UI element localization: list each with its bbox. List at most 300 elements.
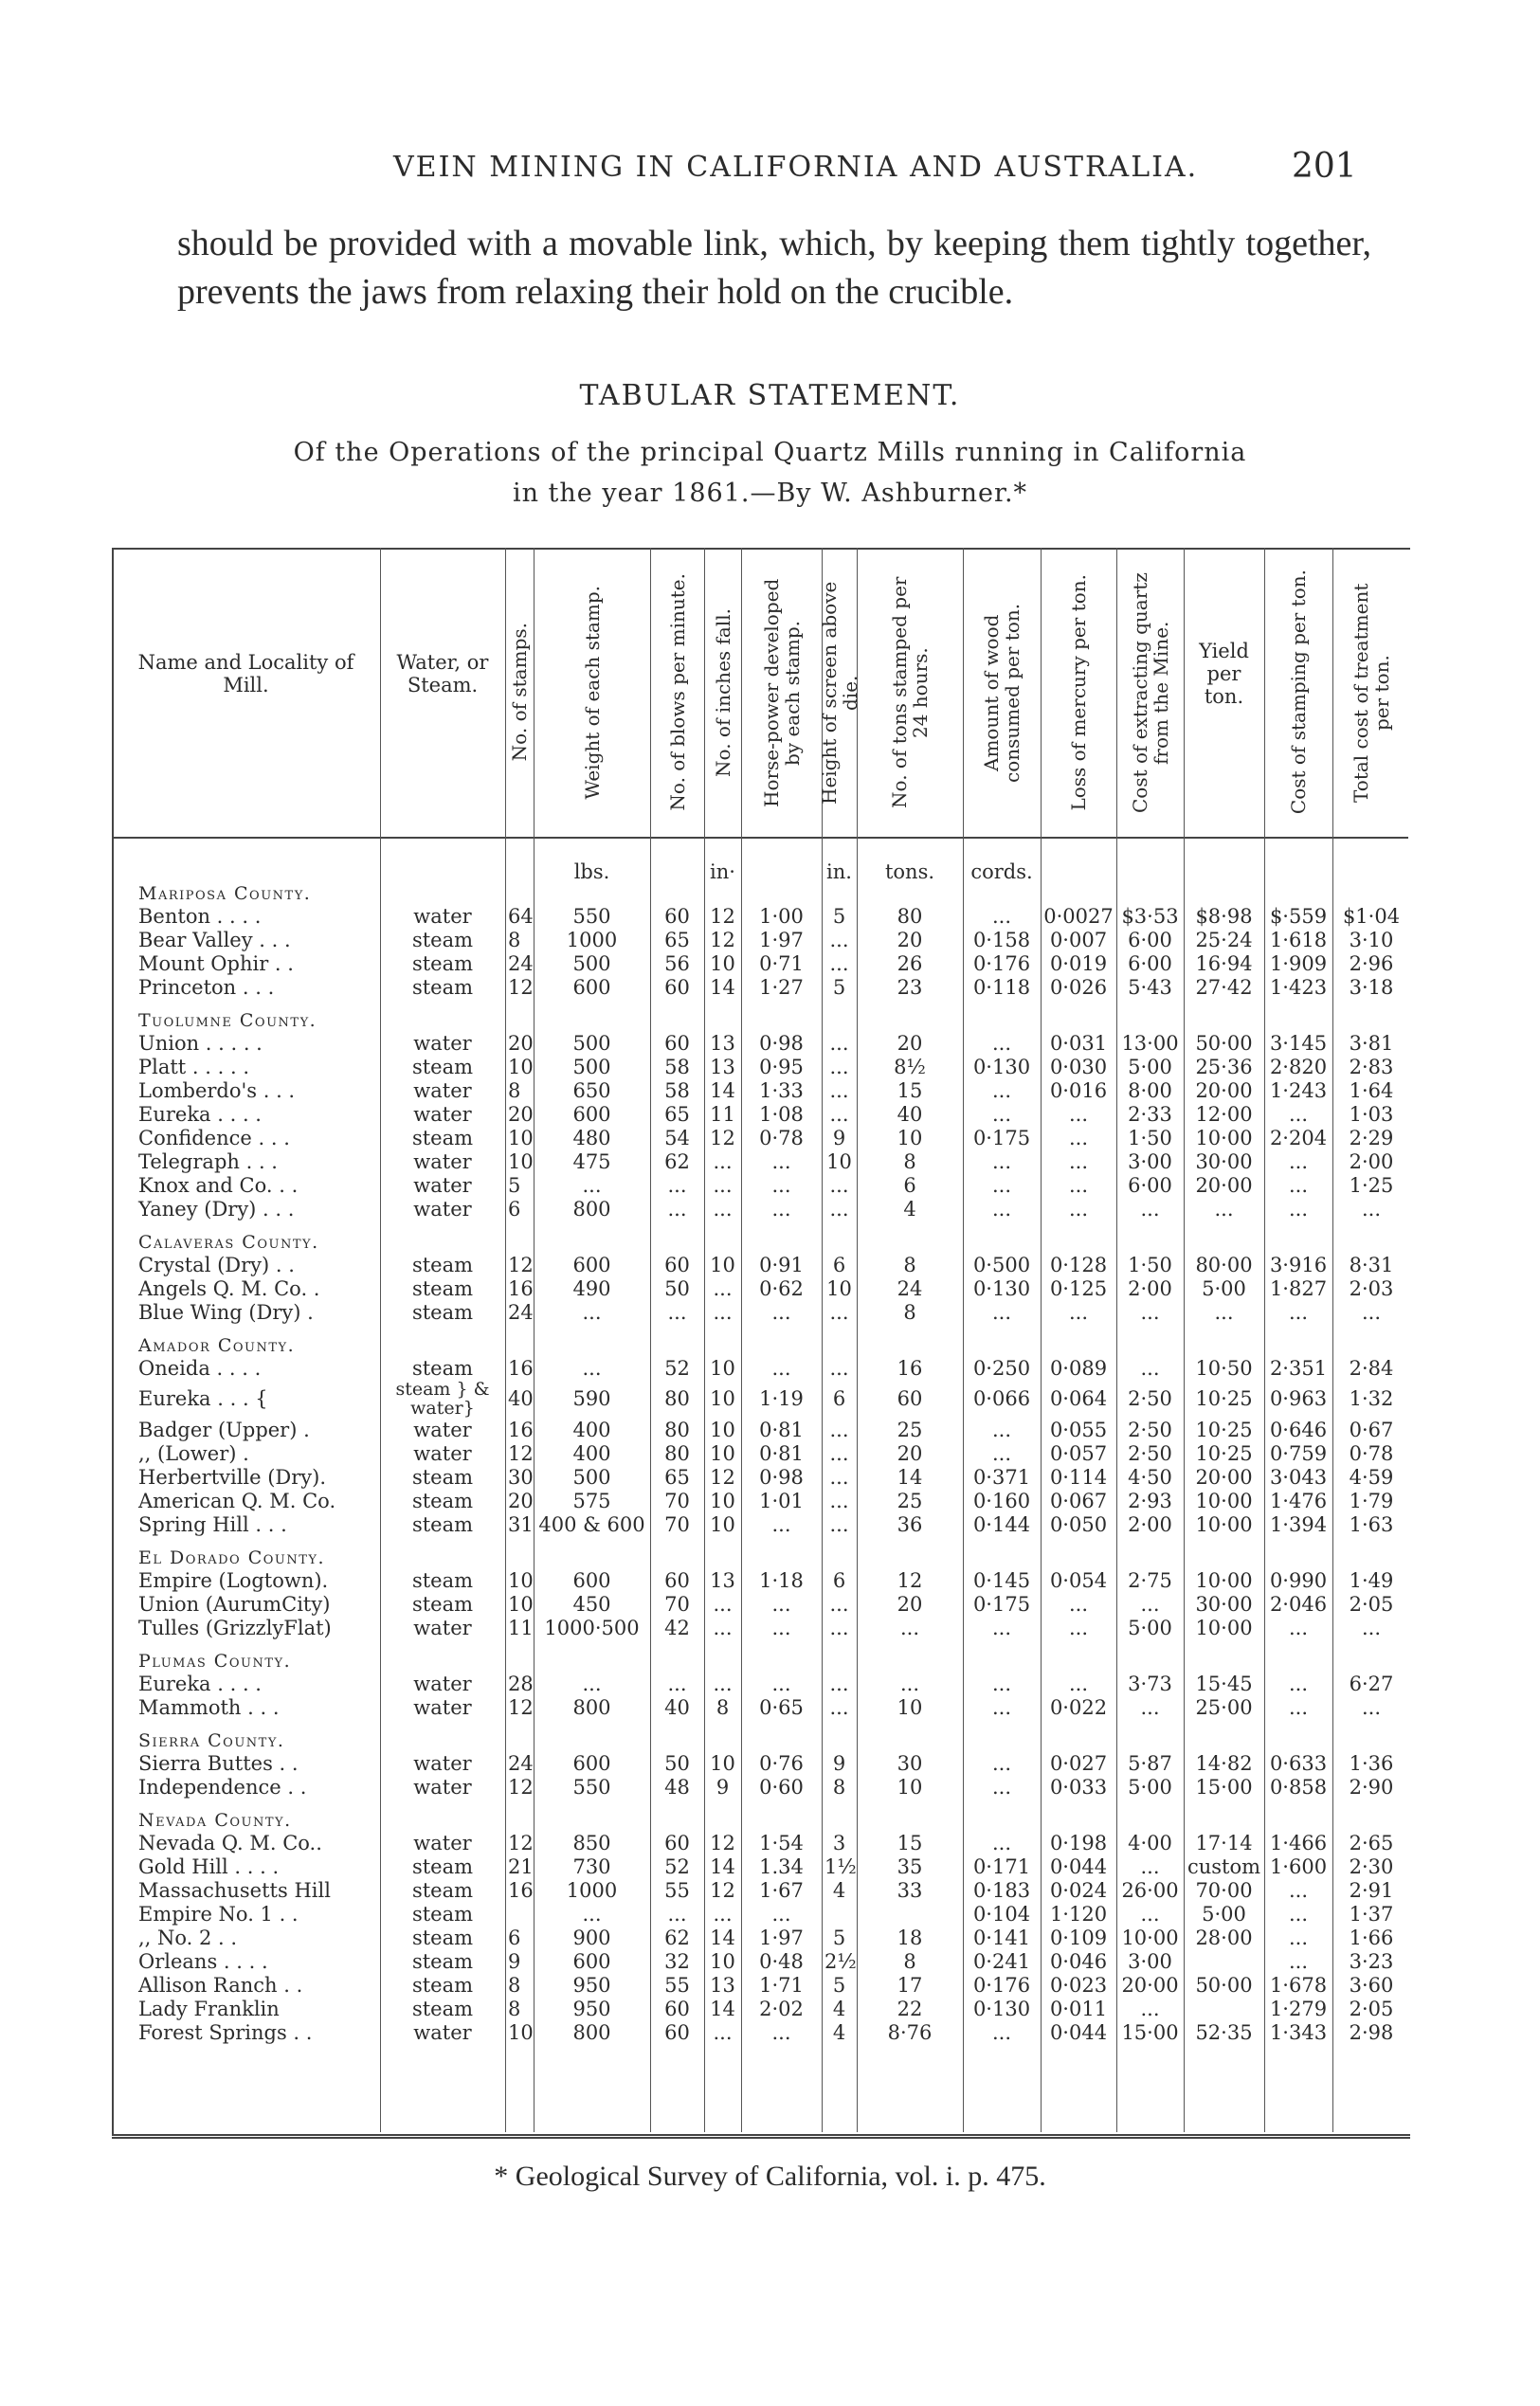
table-row (112, 904, 1408, 929)
table-cell: 5 (508, 1174, 521, 1197)
table-cell: 9 (716, 1776, 730, 1799)
table-cell: Massachusetts Hill (138, 1879, 331, 1902)
table-cell: 1·36 (1349, 1752, 1394, 1775)
table-cell: 55 (664, 1974, 690, 1997)
table-cell: Orleans . . . . (138, 1950, 268, 1973)
table-cell: 1000 (566, 929, 618, 951)
table-cell: 0·055 (1049, 1419, 1108, 1441)
table-cell: ... (667, 1301, 687, 1324)
table-cell: 54 (664, 1127, 690, 1149)
table-cell: 0·024 (1049, 1879, 1108, 1902)
table-cell: 3·916 (1269, 1254, 1328, 1276)
table-cell: 8·76 (887, 2021, 933, 2044)
column-header-label: Weight of each stamp. (580, 585, 604, 800)
table-cell: 2·00 (1349, 1150, 1394, 1173)
table-cell: ... (1140, 1903, 1160, 1926)
table-cell: Mammoth . . . (138, 1696, 280, 1719)
table-cell: 58 (664, 1079, 690, 1102)
table-cell: 0·633 (1269, 1752, 1328, 1775)
table-cell: 0·130 (972, 1998, 1031, 2020)
table-row (112, 1380, 1408, 1418)
table-cell: Herbertville (Dry). (138, 1466, 327, 1489)
table-cell: 0·033 (1049, 1776, 1108, 1799)
table-cell: 1·00 (759, 905, 804, 928)
county-heading-row (112, 1008, 1408, 1033)
table-cell: steam } & water} (395, 1379, 490, 1419)
table-cell: 30 (897, 1752, 923, 1775)
table-cell: 800 (572, 1696, 611, 1719)
table-cell: water (413, 1696, 472, 1719)
table-cell: ... (1068, 1617, 1089, 1639)
table-cell: 2·96 (1349, 952, 1394, 975)
table-cell: 4 (832, 2021, 846, 2044)
table-cell: 20 (897, 1442, 923, 1465)
table-cell: 0·858 (1269, 1776, 1328, 1799)
table-cell: 3·60 (1349, 1974, 1394, 1997)
table-cell: 80 (897, 905, 923, 928)
table-cell: 0·98 (759, 1032, 804, 1055)
column-header (534, 548, 650, 837)
table-cell: ... (667, 1198, 687, 1221)
table-cell: 12 (508, 1776, 534, 1799)
table-cell: 50·00 (1195, 1974, 1253, 1997)
table-cell: 490 (572, 1277, 611, 1300)
table-cell: 1·08 (759, 1103, 804, 1126)
table-cell: 6 (903, 1174, 916, 1197)
table-cell: 5·43 (1128, 976, 1172, 999)
table-cell: 2·30 (1349, 1855, 1394, 1878)
table-cell: ... (899, 1617, 920, 1639)
table-cell: 10 (826, 1277, 852, 1300)
table-cell: ... (1140, 1593, 1160, 1616)
table-cell: Yaney (Dry) . . . (138, 1198, 295, 1221)
table-cell: 650 (572, 1079, 611, 1102)
table-cell: 5·00 (1128, 1776, 1172, 1799)
table-cell: 8·00 (1128, 1079, 1172, 1102)
table-row (112, 1592, 1408, 1617)
table-cell: 70·00 (1195, 1879, 1253, 1902)
table-cell: 64 (508, 905, 534, 928)
table-cell: 2·83 (1349, 1056, 1394, 1078)
table-cell: 2·91 (1349, 1879, 1394, 1902)
table-cell: Angels Q. M. Co. . (138, 1277, 320, 1300)
table-cell: ... (713, 1150, 733, 1173)
table-cell: 48 (664, 1776, 690, 1799)
table-row (112, 1489, 1408, 1513)
table-cell: water (413, 2021, 472, 2044)
table-cell: Eureka . . . . (138, 1673, 262, 1695)
table-cell: Confidence . . . (138, 1127, 290, 1149)
column-header (1184, 548, 1264, 837)
table-cell: steam (411, 1927, 474, 1949)
table-cell: ... (1288, 1150, 1309, 1173)
table-cell: 13 (710, 1056, 735, 1078)
table-cell: 12 (508, 1442, 534, 1465)
table-cell: 14·82 (1195, 1752, 1253, 1775)
table-cell: 2·50 (1128, 1387, 1172, 1410)
table-cell: 12 (710, 1832, 735, 1854)
table-cell: 0·089 (1049, 1357, 1108, 1380)
column-header-label: No. of inches fall. (711, 607, 734, 777)
table-cell: 10 (508, 1056, 534, 1078)
table-cell: steam (411, 1056, 474, 1078)
table-cell: 4·50 (1128, 1466, 1172, 1489)
table-cell: 3·043 (1269, 1466, 1328, 1489)
table-cell: 6·00 (1128, 952, 1172, 975)
table-cell: 6·27 (1349, 1673, 1394, 1695)
table-cell: ,, No. 2 . . (138, 1927, 238, 1949)
table-cell: 20·00 (1195, 1466, 1253, 1489)
table-cell: steam (411, 1855, 474, 1878)
table-cell: steam (411, 1254, 474, 1276)
column-header-label: Yield per ton. (1199, 639, 1249, 708)
table-cell: 65 (664, 1466, 690, 1489)
table-cell: 0·71 (759, 952, 804, 975)
table-cell: 2·00 (1128, 1513, 1172, 1536)
table-cell: 13·00 (1121, 1032, 1179, 1055)
table-cell: ... (829, 1696, 849, 1719)
column-unit: lbs. (573, 860, 610, 883)
table-cell: 11 (710, 1103, 735, 1126)
table-cell: 20 (508, 1032, 534, 1055)
county-heading: Plumas County. (138, 1651, 292, 1672)
table-cell: 0·022 (1049, 1696, 1108, 1719)
table-cell: 1·343 (1269, 2021, 1328, 2044)
table-cell: 1·18 (759, 1569, 804, 1592)
table-cell: water (413, 1032, 472, 1055)
table-cell: 2·03 (1349, 1277, 1394, 1300)
table-cell: 0·62 (759, 1277, 804, 1300)
running-head-title: VEIN MINING IN CALIFORNIA AND AUSTRALIA. (393, 151, 1199, 184)
table-cell: 52·35 (1195, 2021, 1253, 2044)
table-cell: ... (991, 2021, 1012, 2044)
table-cell: 2·204 (1269, 1127, 1328, 1149)
column-header-label: Horse-power developed by each stamp. (759, 577, 804, 807)
table-cell: 9 (832, 1752, 846, 1775)
table-cell: 10 (710, 1387, 735, 1410)
table-cell: 2·50 (1128, 1419, 1172, 1441)
table-bottom-rule (112, 2137, 1410, 2139)
table-cell: ... (582, 1357, 602, 1380)
table-cell: 22 (897, 1998, 923, 2020)
column-header (1264, 548, 1332, 837)
table-cell: ... (713, 1198, 733, 1221)
table-cell: 36 (897, 1513, 923, 1536)
table-cell: 25·36 (1195, 1056, 1253, 1078)
table-cell: 0·60 (759, 1776, 804, 1799)
table-cell: ... (1068, 1150, 1089, 1173)
table-cell: ... (1068, 1174, 1089, 1197)
table-cell: steam (411, 1490, 474, 1512)
table-cell: 2·93 (1128, 1490, 1172, 1512)
table-cell: 12 (508, 1696, 534, 1719)
table-row (112, 1173, 1408, 1198)
table-cell: 28·00 (1195, 1927, 1253, 1949)
column-header (505, 548, 534, 837)
table-cell: 500 (572, 1056, 611, 1078)
table-cell: 3·00 (1128, 1150, 1172, 1173)
table-cell: 0·046 (1049, 1950, 1108, 1973)
table-cell: 13 (710, 1974, 735, 1997)
table-cell: ... (713, 1673, 733, 1695)
table-cell: 1·37 (1349, 1903, 1394, 1926)
table-cell: ... (829, 1079, 849, 1102)
table-cell: 800 (572, 1198, 611, 1221)
table-cell: 2·65 (1349, 1832, 1394, 1854)
table-cell: steam (411, 1513, 474, 1536)
table-cell: 0·65 (759, 1696, 804, 1719)
table-row (112, 1878, 1408, 1903)
county-heading: Amador County. (138, 1335, 296, 1356)
table-cell: 1½ (824, 1855, 857, 1878)
table-cell: 40 (664, 1696, 690, 1719)
table-cell: 3·81 (1349, 1032, 1394, 1055)
table-cell: 1·466 (1269, 1832, 1328, 1854)
table-cell: 25 (897, 1490, 923, 1512)
table-cell: 6·00 (1128, 929, 1172, 951)
table-cell: ... (1288, 1198, 1309, 1221)
table-cell: water (413, 1174, 472, 1197)
table-cell: 5 (832, 976, 846, 999)
county-heading: Sierra County. (138, 1730, 285, 1751)
table-cell: ... (771, 1198, 791, 1221)
table-row (112, 1441, 1408, 1466)
table-cell: 6 (832, 1254, 846, 1276)
county-heading-row (112, 1728, 1408, 1753)
table-cell: 50 (664, 1752, 690, 1775)
table-cell: 15 (897, 1832, 923, 1854)
table-cell: Lady Franklin (138, 1998, 280, 2020)
table-cell: 14 (710, 1855, 735, 1878)
table-cell: 10·25 (1195, 1387, 1253, 1410)
table-cell: ... (829, 1513, 849, 1536)
table-cell: ... (829, 1198, 849, 1221)
table-cell: 70 (664, 1593, 690, 1616)
table-cell: 0·98 (759, 1466, 804, 1489)
table-cell: 20·00 (1195, 1079, 1253, 1102)
table-cell: steam (411, 1357, 474, 1380)
table-cell: 60 (664, 905, 690, 928)
table-cell: 0·250 (972, 1357, 1031, 1380)
table-cell: 0·064 (1049, 1387, 1108, 1410)
table-cell: 20 (508, 1490, 534, 1512)
table-cell: 1.34 (759, 1855, 804, 1878)
table-row (112, 1276, 1408, 1301)
table-cell: ... (991, 1150, 1012, 1173)
table-cell: 24 (508, 952, 534, 975)
table-cell: water (413, 1150, 472, 1173)
table-cell: 10·25 (1195, 1419, 1253, 1441)
table-cell: ... (1288, 1696, 1309, 1719)
table-cell: ... (1068, 1593, 1089, 1616)
table-cell: 16·94 (1195, 952, 1253, 975)
table-cell: 70 (664, 1490, 690, 1512)
table-cell: steam (411, 1593, 474, 1616)
table-cell: 0·171 (972, 1855, 1031, 1878)
column-header-label: No. of stamps. (508, 623, 531, 762)
table-cell: ... (829, 929, 849, 951)
table-cell: 5·00 (1128, 1056, 1172, 1078)
table-cell: 1·01 (759, 1490, 804, 1512)
table-cell: 550 (572, 905, 611, 928)
column-unit: in· (710, 860, 735, 883)
table-cell: 14 (710, 1998, 735, 2020)
table-cell: Platt . . . . . (138, 1056, 249, 1078)
table-cell: 10 (508, 1593, 534, 1616)
table-cell: ... (829, 1593, 849, 1616)
table-cell: Spring Hill . . . (138, 1513, 287, 1536)
table-row (112, 1616, 1408, 1640)
table-row (112, 1695, 1408, 1720)
table-cell: 16 (508, 1419, 534, 1441)
table-cell: 0·78 (1349, 1442, 1394, 1465)
table-cell: 14 (710, 1079, 735, 1102)
table-cell: ... (582, 1174, 602, 1197)
table-cell: 80 (664, 1442, 690, 1465)
table-cell: 10·00 (1195, 1127, 1253, 1149)
table-cell: 4 (903, 1198, 916, 1221)
table-cell: 10 (710, 1950, 735, 1973)
table-cell: 400 (572, 1442, 611, 1465)
table-cell: ... (991, 1079, 1012, 1102)
table-cell: Lomberdo's . . . (138, 1079, 296, 1102)
table-cell: 13 (710, 1032, 735, 1055)
table-cell: 52 (664, 1855, 690, 1878)
footnote: * Geological Survey of California, vol. i. p. 475. (494, 2161, 1046, 2192)
table-title: TABULAR STATEMENT. (579, 379, 961, 412)
table-cell: ... (771, 1593, 791, 1616)
table-cell: 10 (710, 1357, 735, 1380)
table-cell: 4 (832, 1998, 846, 2020)
table-cell: 10 (710, 1254, 735, 1276)
table-cell: 480 (572, 1127, 611, 1149)
table-cell: 575 (572, 1490, 611, 1512)
table-cell: 8 (508, 1079, 521, 1102)
table-cell: 0·371 (972, 1466, 1031, 1489)
table-cell: 15·00 (1121, 2021, 1179, 2044)
table-row (112, 1512, 1408, 1537)
column-header (963, 548, 1041, 837)
table-row (112, 1973, 1408, 1998)
table-cell: 12 (710, 905, 735, 928)
table-cell: steam (411, 1998, 474, 2020)
table-cell: 56 (664, 952, 690, 975)
table-cell: ... (667, 1903, 687, 1926)
table-cell: 0·044 (1049, 1855, 1108, 1878)
table-cell: 0·48 (759, 1950, 804, 1973)
table-cell: 9 (832, 1127, 846, 1149)
table-cell: $3·53 (1121, 905, 1179, 928)
table-cell: 20 (508, 1103, 534, 1126)
table-cell: 60 (664, 1032, 690, 1055)
table-cell: 8 (832, 1776, 846, 1799)
table-cell: 0·158 (972, 929, 1031, 951)
table-cell: 10 (710, 1513, 735, 1536)
table-cell: ... (829, 1673, 849, 1695)
table-cell: ... (1288, 1673, 1309, 1695)
table-cell: $·559 (1269, 905, 1328, 928)
table-row (112, 1300, 1408, 1325)
column-header-label: No. of tons stamped per 24 hours. (888, 576, 932, 808)
table-cell: ... (1140, 1301, 1160, 1324)
table-row (112, 1055, 1408, 1079)
table-cell: 6 (508, 1927, 521, 1949)
table-cell: Sierra Buttes . . (138, 1752, 299, 1775)
table-cell: ... (713, 2021, 733, 2044)
table-cell: water (413, 1198, 472, 1221)
table-cell: Eureka . . . . (138, 1103, 262, 1126)
table-cell: 18 (897, 1927, 923, 1949)
table-cell: 475 (572, 1150, 611, 1173)
table-cell: 10 (897, 1696, 923, 1719)
table-cell: 21 (508, 1855, 534, 1878)
table-cell: 2·046 (1269, 1593, 1328, 1616)
table-cell: 8½ (894, 1056, 926, 1078)
table-cell: 20 (897, 1593, 923, 1616)
table-cell: 1000·500 (544, 1617, 640, 1639)
table-cell: ... (991, 1617, 1012, 1639)
table-row (112, 1149, 1408, 1174)
table-cell: 0·646 (1269, 1419, 1328, 1441)
table-cell: Nevada Q. M. Co.. (138, 1832, 322, 1854)
table-cell: 16 (508, 1357, 534, 1380)
table-cell: 400 (572, 1419, 611, 1441)
table-cell: Crystal (Dry) . . (138, 1254, 295, 1276)
table-cell: 1·79 (1349, 1490, 1394, 1512)
table-cell: ... (582, 1301, 602, 1324)
table-cell: Benton . . . . (138, 905, 262, 928)
column-header-label: Water, or Steam. (396, 650, 489, 696)
column-header (741, 548, 822, 837)
table-row (112, 1356, 1408, 1381)
table-cell: 0·198 (1049, 1832, 1108, 1854)
table-cell: 0·91 (759, 1254, 804, 1276)
table-cell: 26 (897, 952, 923, 975)
table-cell: water (413, 1832, 472, 1854)
table-cell: 32 (664, 1950, 690, 1973)
table-cell: 10 (710, 1490, 735, 1512)
table-cell: 33 (897, 1879, 923, 1902)
table-cell: 8·31 (1349, 1254, 1394, 1276)
table-cell: 2½ (824, 1950, 857, 1973)
table-cell: steam (411, 1277, 474, 1300)
table-cell: 60 (664, 1832, 690, 1854)
table-cell: 0·066 (972, 1387, 1031, 1410)
operations-table (112, 548, 1410, 2138)
table-cell: 26·00 (1121, 1879, 1179, 1902)
table-row (112, 951, 1408, 976)
table-row (112, 1926, 1408, 1950)
table-cell: 3·73 (1128, 1673, 1172, 1695)
table-cell: 3·10 (1349, 929, 1394, 951)
table-row (112, 1997, 1408, 2021)
county-heading-row (112, 1649, 1408, 1673)
table-row (112, 1102, 1408, 1127)
table-cell: 5 (832, 905, 846, 928)
table-cell: 28 (508, 1673, 534, 1695)
table-cell: 5·87 (1128, 1752, 1172, 1775)
table-subtitle-line-1: Of the Operations of the principal Quartz Mills running in California (293, 438, 1247, 467)
table-cell: 58 (664, 1056, 690, 1078)
column-header (857, 548, 963, 837)
table-cell: 12 (710, 1127, 735, 1149)
table-cell: ... (1288, 1879, 1309, 1902)
table-cell: 24 (508, 1752, 534, 1775)
table-cell: 14 (710, 1927, 735, 1949)
table-cell: ... (829, 1032, 849, 1055)
table-cell: ... (991, 1103, 1012, 1126)
table-cell: ... (771, 1357, 791, 1380)
